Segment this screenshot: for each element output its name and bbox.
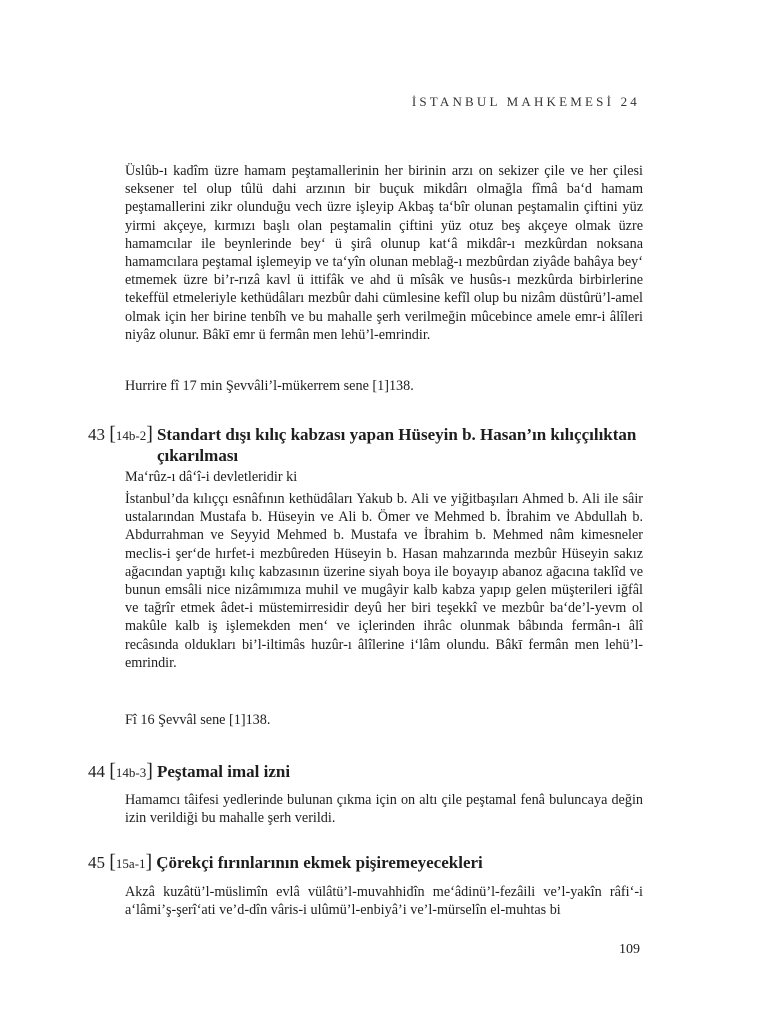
section-heading-44 [88,761,648,783]
section-opening-43: Ma‘rûz-ı dâ‘î-i devletleridir ki [125,469,298,485]
section-number-43: 43 [14b-2] [88,423,153,445]
section-title-45: Çörekçi fırınlarının ekmek pişiremeyecekleri [156,853,483,872]
section-body-44: Hamamcı tâifesi yedlerinde bulunan çıkma için on altı çile peştamal fenâ buluncaya değin izin verildiği bu mahalle şerh verildi. [125,792,643,827]
section-heading-45 [88,852,648,874]
page-number: 109 [619,942,640,957]
section-heading-43 [88,424,648,466]
section-title-43: Standart dışı kılıç kabzası yapan Hüseyin b. Hasan’ın kılıççılıktan çıkarılması [156,425,637,465]
running-head: İSTANBUL MAHKEMESİ 24 [411,94,640,109]
section-number-45: 45 [15a-1] [88,851,153,873]
section-body-43: İstanbul’da kılıççı esnâfının kethüdâları Yakub b. Ali ve yiğitbaşıları Ahmed b. Ali ile sâir ustalarından Mustafa b. Hüseyin ve Ali b. Ömer ve Mehmed b. İbrahim ve Abdullah b. Abdurrahman ve Seyyid Mehmed b. Mustafa ve İbrahim b. Mehmed nâm kimesneler meclis-i şer‘de hırfet-i mezbûreden Hüseyin b. Hasan mahzarında mezbûr Hüseyin sakız ağacından yaptığı kılıç kabzasının üzerine siyah boya ile boyayıp abanoz ağacına taklîd ve bunun emsâli nice nizâmımıza muhil ve mugâyir kalb kabza yapıp gelen müşterileri iğfâl ve tağrîr etmek âdet-i müstemirresidir deyû her biri teşekkî ve mezbûr ba‘de’l-yevm ol makûle kalb iş işlemekden men‘ ve içlerinden ihrâc olunmak bâbında fermân-ı âlî recâsında oldukları bi’l-iltimâs huzûr-ı âlîlerine i‘lâm olundu. Bâkī fermân men lehü’l-emrindir. [125,491,643,671]
section-date-43: Fî 16 Şevvâl sene [1]138. [125,712,271,728]
section-body-45: Akzâ kuzâtü’l-müslimîn evlâ vülâtü’l-muvahhidîn me‘âdinü’l-fezâili ve’l-yakîn râfi‘-i a‘lâmi’ş-şerî‘ati ve’d-dîn vâris-i ulûmü’l-enbiyâ’i ve’l-mürselîn el-muhtas bi [125,884,643,919]
section-number-44: 44 [14b-3] [88,760,153,782]
section-title-44: Peştamal imal izni [156,762,291,781]
intro-paragraph: Üslûb-ı kadîm üzre hamam peştamallerinin her birinin arzı on sekizer çile ve her çilesi seksener tel olup tûlü dahi arzının bir buçuk mikdârı olmağla fîmâ ba‘d hamam peştamallerini zikr olunduğu vech üzre işleyip Akbaş ta‘bîr olunan peştamalin çiftini yüz yirmi akçeye, kırmızı başlı olan peştamalin çiftini yüz otuz beş akçeye olmak üzre hamamcılar ile beynlerinde bey‘ ü şirâ olunup kat‘â mikdâr-ı mezkûrdan noksana hamamcılara peştamal işlemeyip ve ta‘yîn olunan meblağ-ı mezbûrdan ziyâde bahâya bey‘ etmemek üzre bi’r-rızâ kavl ü ittifâk ve ahd ü mîsâk ve husûs-ı mezkûrda birbirlerine tekeffül etmeleriyle kethüdâları mezbûr dahi cümlesine kefîl olup bu nizâm düstûrü’l-amel olmak için her birine tenbîh ve bu mahalle şerh verilmeğin mûcebince amele emr-i âlîleri niyâz olunur. Bâkī emr ü fermân men lehü’l-emrindir. [125,163,643,343]
intro-date: Hurrire fî 17 min Şevvâli’l-mükerrem sene [1]138. [125,378,414,394]
